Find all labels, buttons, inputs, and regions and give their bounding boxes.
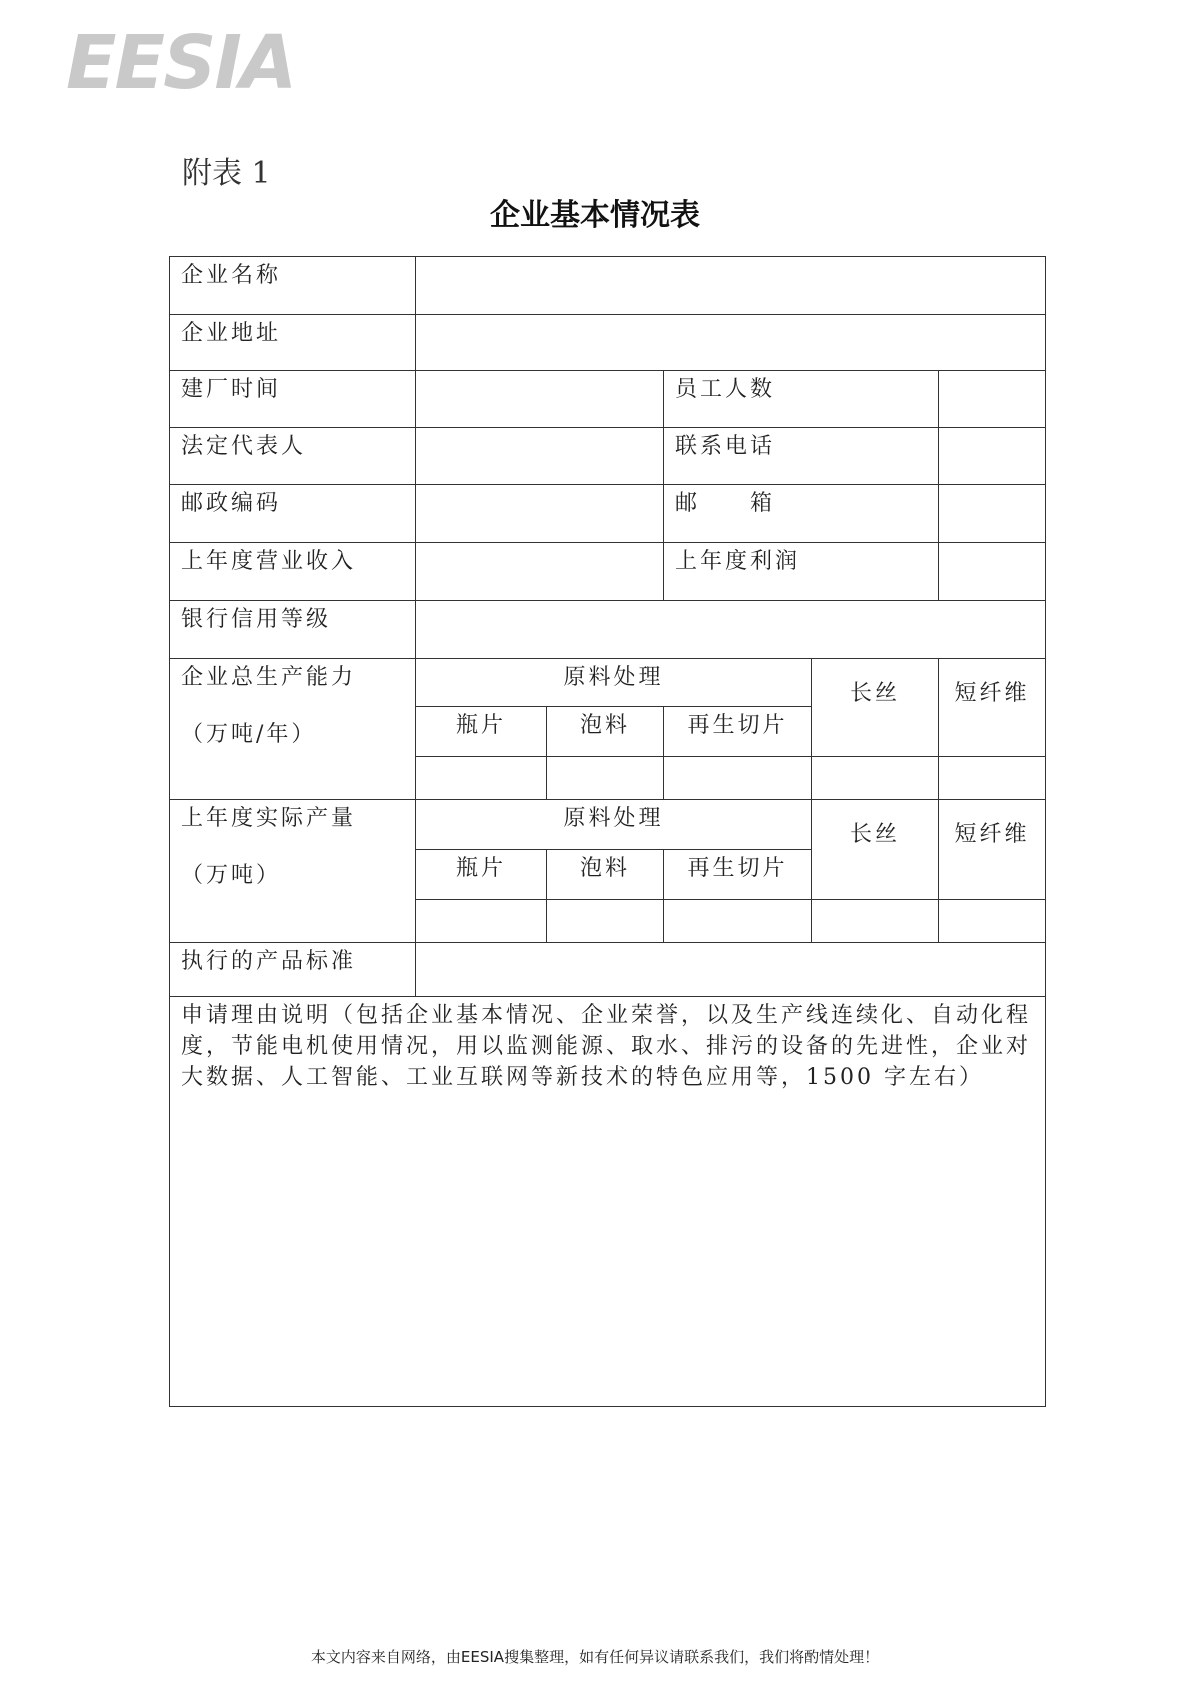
label-revenue: 上年度营业收入 bbox=[170, 543, 416, 601]
output-raw-header: 原料处理 bbox=[416, 800, 812, 850]
label-profit: 上年度利润 bbox=[664, 543, 939, 601]
value-revenue[interactable] bbox=[416, 543, 664, 601]
output-staple-header: 短纤维 bbox=[939, 800, 1046, 900]
output-staple-value[interactable] bbox=[939, 900, 1046, 943]
output-bottle-header: 瓶片 bbox=[416, 850, 547, 900]
label-postcode: 邮政编码 bbox=[170, 485, 416, 543]
label-employees: 员工人数 bbox=[664, 371, 939, 428]
label-company-name: 企业名称 bbox=[170, 257, 416, 315]
output-recycled-header: 再生切片 bbox=[664, 850, 812, 900]
label-capacity-line1: 企业总生产能力 bbox=[181, 665, 357, 690]
output-bottle-value[interactable] bbox=[416, 900, 547, 943]
label-email: 邮 箱 bbox=[664, 485, 939, 543]
row-description bbox=[170, 997, 1046, 1407]
value-company-address[interactable] bbox=[416, 315, 1046, 371]
row-legal bbox=[170, 428, 1046, 485]
capacity-raw-header: 原料处理 bbox=[416, 659, 812, 707]
footer-note: 本文内容来自网络，由EESIA搜集整理，如有任何异议请联系我们，我们将酌情处理！ bbox=[310, 1648, 880, 1666]
value-profit[interactable] bbox=[939, 543, 1046, 601]
label-credit: 银行信用等级 bbox=[170, 601, 416, 659]
capacity-filament-header: 长丝 bbox=[812, 659, 939, 757]
capacity-foam-header: 泡料 bbox=[547, 707, 664, 757]
label-capacity bbox=[170, 659, 416, 800]
row-standard bbox=[170, 943, 1046, 997]
value-postcode[interactable] bbox=[416, 485, 664, 543]
label-standard: 执行的产品标准 bbox=[170, 943, 416, 997]
label-output-line1: 上年度实际产量 bbox=[181, 806, 357, 831]
value-standard[interactable] bbox=[416, 943, 1046, 997]
enterprise-info-table bbox=[169, 256, 1046, 1407]
form-title: 企业基本情况表 bbox=[490, 198, 700, 233]
row-name bbox=[170, 257, 1046, 315]
value-founded[interactable] bbox=[416, 371, 664, 428]
row-founded bbox=[170, 371, 1046, 428]
row-capacity-header bbox=[170, 659, 1046, 707]
eesia-logo: EESIA bbox=[66, 20, 296, 106]
label-company-address: 企业地址 bbox=[170, 315, 416, 371]
capacity-recycled-header: 再生切片 bbox=[664, 707, 812, 757]
description-text: 申请理由说明（包括企业基本情况、企业荣誉，以及生产线连续化、自动化程度，节能电机使用情况，用以监测能源、取水、排污的设备的先进性，企业对大数据、人工智能、工业互联网等新技术的特色应用等，1500 字左右） bbox=[181, 1003, 1032, 1090]
value-company-name[interactable] bbox=[416, 257, 1046, 315]
capacity-foam-value[interactable] bbox=[547, 757, 664, 800]
label-founded: 建厂时间 bbox=[170, 371, 416, 428]
row-address bbox=[170, 315, 1046, 371]
label-output bbox=[170, 800, 416, 943]
output-filament-value[interactable] bbox=[812, 900, 939, 943]
output-filament-header: 长丝 bbox=[812, 800, 939, 900]
row-revenue bbox=[170, 543, 1046, 601]
capacity-filament-value[interactable] bbox=[812, 757, 939, 800]
value-legal-rep[interactable] bbox=[416, 428, 664, 485]
capacity-staple-header: 短纤维 bbox=[939, 659, 1046, 757]
capacity-bottle-header: 瓶片 bbox=[416, 707, 547, 757]
attachment-label: 附表 1 bbox=[182, 156, 271, 191]
label-phone: 联系电话 bbox=[664, 428, 939, 485]
value-phone[interactable] bbox=[939, 428, 1046, 485]
output-recycled-value[interactable] bbox=[664, 900, 812, 943]
description-cell[interactable] bbox=[170, 997, 1046, 1407]
output-foam-header: 泡料 bbox=[547, 850, 664, 900]
row-output-header bbox=[170, 800, 1046, 850]
output-foam-value[interactable] bbox=[547, 900, 664, 943]
capacity-bottle-value[interactable] bbox=[416, 757, 547, 800]
value-employees[interactable] bbox=[939, 371, 1046, 428]
capacity-recycled-value[interactable] bbox=[664, 757, 812, 800]
label-legal-rep: 法定代表人 bbox=[170, 428, 416, 485]
value-email[interactable] bbox=[939, 485, 1046, 543]
row-credit bbox=[170, 601, 1046, 659]
capacity-staple-value[interactable] bbox=[939, 757, 1046, 800]
label-capacity-line2: （万吨/年） bbox=[181, 721, 317, 747]
label-output-line2: （万吨） bbox=[181, 862, 282, 888]
value-credit[interactable] bbox=[416, 601, 1046, 659]
row-postcode bbox=[170, 485, 1046, 543]
